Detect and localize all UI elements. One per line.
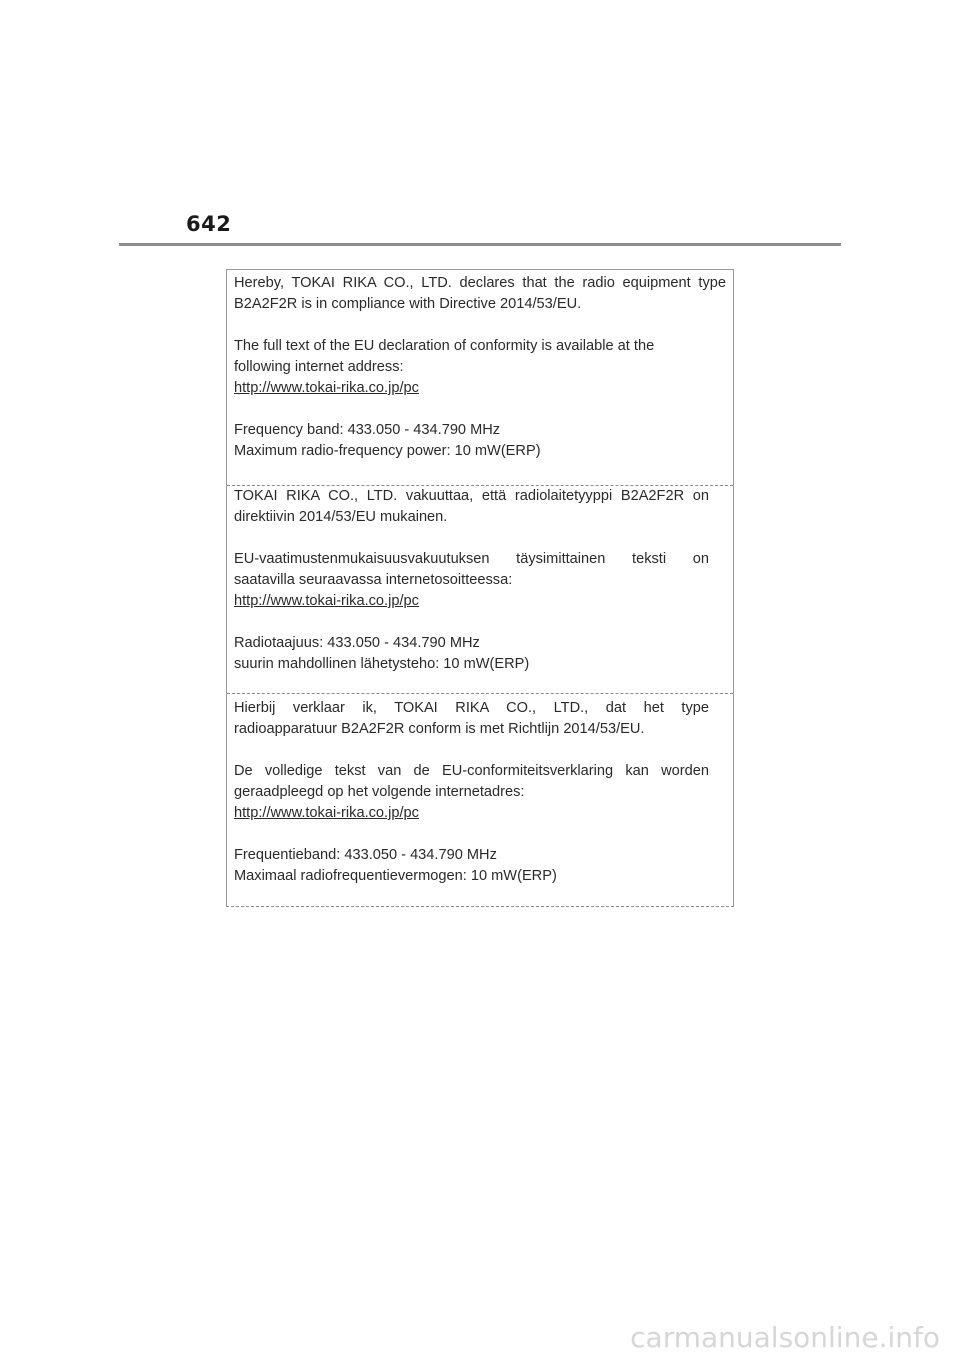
text-line: The full text of the EU declaration of conformity is available at the (234, 338, 655, 354)
text-line: direktiivin 2014/53/EU mukainen. (234, 509, 448, 525)
radio-specs (234, 420, 726, 462)
watermark: carmanualsonline.info (630, 1321, 940, 1354)
text-line: radioapparatuur B2A2F2R conform is met Richtlijn 2014/53/EU. (234, 721, 645, 737)
text-line: De volledige tekst van de EU-conformiteitsverklaring kan worden (234, 763, 709, 779)
text-line: Hereby, TOKAI RIKA CO., LTD. declares that the radio equipment type (234, 275, 726, 291)
conformity-availability (234, 549, 709, 591)
page-number: 642 (186, 212, 232, 236)
declaration-section-english (227, 273, 733, 486)
text-line: Frequentieband: 433.050 - 434.790 MHz (234, 847, 497, 863)
header-rule (119, 243, 841, 246)
declaration-section-dutch (227, 698, 733, 906)
compliance-statement (234, 273, 726, 315)
declaration-box (226, 269, 734, 907)
text-line: geraadpleegd op het volgende internetadres: (234, 784, 525, 800)
declaration-link[interactable]: http://www.tokai-rika.co.jp/pc (234, 593, 419, 609)
text-line: B2A2F2R is in compliance with Directive 2014/53/EU. (234, 296, 582, 312)
text-line: Hierbij verklaar ik, TOKAI RIKA CO., LTD., dat het type (234, 700, 709, 716)
text-line: Maximum radio-frequency power: 10 mW(ERP) (234, 443, 541, 459)
declaration-section-finnish (227, 486, 733, 694)
text-line: Frequency band: 433.050 - 434.790 MHz (234, 422, 501, 438)
conformity-availability (234, 761, 709, 803)
compliance-statement (234, 698, 709, 740)
radio-specs (234, 633, 709, 675)
text-line: Radiotaajuus: 433.050 - 434.790 MHz (234, 635, 480, 651)
radio-specs (234, 845, 709, 887)
conformity-availability (234, 336, 726, 378)
text-line: EU-vaatimustenmukaisuusvakuutuksen täysimittainen teksti on (234, 551, 709, 567)
text-line: saatavilla seuraavassa internetosoitteessa: (234, 572, 513, 588)
text-line: Maximaal radiofrequentievermogen: 10 mW(ERP) (234, 868, 557, 884)
declaration-link[interactable]: http://www.tokai-rika.co.jp/pc (234, 380, 419, 396)
compliance-statement (234, 486, 709, 528)
text-line: suurin mahdollinen lähetysteho: 10 mW(ERP) (234, 656, 530, 672)
text-line: TOKAI RIKA CO., LTD. vakuuttaa, että radiolaitetyyppi B2A2F2R on (234, 488, 709, 504)
text-line: following internet address: (234, 359, 404, 375)
declaration-link[interactable]: http://www.tokai-rika.co.jp/pc (234, 805, 419, 821)
